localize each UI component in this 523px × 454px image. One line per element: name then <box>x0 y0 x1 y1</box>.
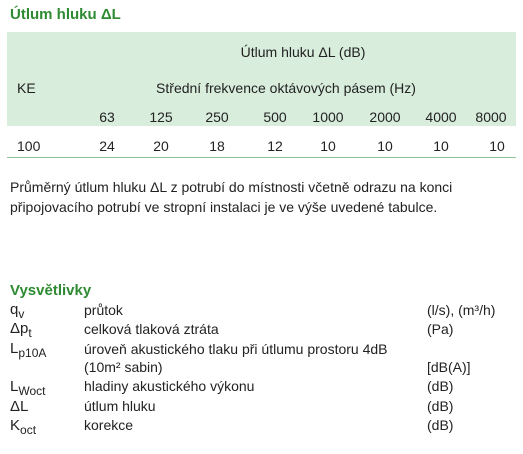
symbol-dl: ΔL <box>10 398 29 415</box>
value-2000: 10 <box>377 138 393 154</box>
frequency-subheader: Střední frekvence oktávových pásem (Hz) <box>156 80 416 96</box>
freq-header-8000: 8000 <box>475 109 507 125</box>
symbol-lwoct: $L_{Woct}$ <box>10 378 46 398</box>
table-super-header: Útlum hluku ΔL (dB) <box>240 44 366 60</box>
unit-lwoct: (dB) <box>427 378 454 394</box>
legend-title: Vysvětlivky <box>10 282 92 299</box>
attenuation-table <box>7 32 516 158</box>
freq-header-250: 250 <box>205 109 229 125</box>
freq-header-63: 63 <box>99 109 115 125</box>
value-4000: 10 <box>433 138 449 154</box>
value-63: 24 <box>99 138 115 154</box>
desc-lp10a: úroveň akustického tlaku při útlumu prostoru 4dB <box>84 341 388 357</box>
description-paragraph: Průměrný útlum hluku ΔL z potrubí do místnosti včetně odrazu na konci připojovacího potrubí ve stropní instalaci je ve výše uvedené tabulce. <box>10 179 453 215</box>
symbol-lp10a: $L_{p10A}$ <box>10 340 47 360</box>
desc-koct: korekce <box>84 417 134 433</box>
unit-qv: (l/s), (m³/h) <box>427 302 496 318</box>
unit-koct: (dB) <box>427 417 454 433</box>
value-125: 20 <box>153 138 169 154</box>
freq-header-4000: 4000 <box>425 109 457 125</box>
symbol-koct: $K_{oct}$ <box>10 417 37 437</box>
unit-dl: (dB) <box>427 398 454 414</box>
desc-lp10a-line2: (10m² sabin) <box>84 359 163 375</box>
freq-header-125: 125 <box>149 109 173 125</box>
desc-lwoct: hladiny akustického výkonu <box>84 378 255 394</box>
desc-qv: průtok <box>84 302 123 318</box>
symbol-dpt: $\Delta p_t$ <box>10 320 32 340</box>
freq-header-1000: 1000 <box>312 109 344 125</box>
value-500: 12 <box>267 138 283 154</box>
ke-value: 100 <box>17 138 41 154</box>
value-1000: 10 <box>320 138 336 154</box>
value-8000: 10 <box>489 138 505 154</box>
ke-column-header: KE <box>17 80 36 96</box>
page-title: Útlum hluku ΔL <box>10 6 121 23</box>
freq-header-500: 500 <box>263 109 287 125</box>
value-250: 18 <box>209 138 225 154</box>
desc-dl: útlum hluku <box>84 398 156 414</box>
symbol-qv: $q_v$ <box>10 301 25 321</box>
unit-dpt: (Pa) <box>427 321 454 337</box>
freq-header-2000: 2000 <box>369 109 401 125</box>
desc-dpt: celková tlaková ztráta <box>84 321 219 337</box>
unit-lp10a: [dB(A)] <box>427 359 471 375</box>
